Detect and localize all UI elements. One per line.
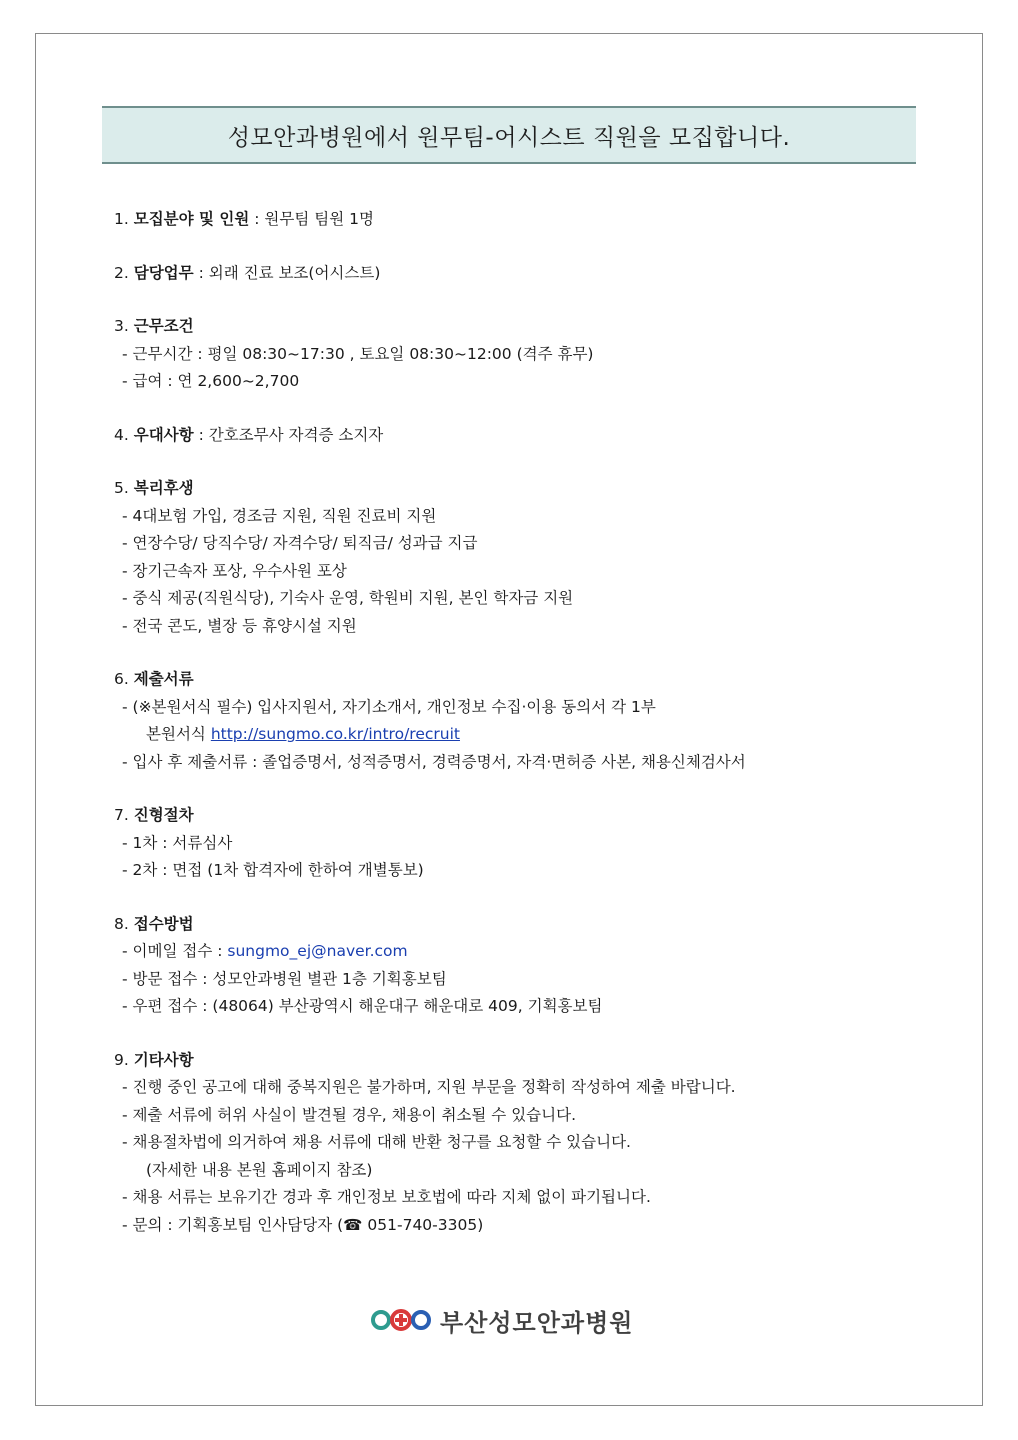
section-heading: 9. 기타사항 xyxy=(114,1050,194,1069)
list-item: - (※본원서식 필수) 입사지원서, 자기소개서, 개인정보 수집·이용 동의서 각 1부 xyxy=(122,697,656,716)
section-heading: 7. 진형절차 xyxy=(114,806,194,824)
list-item: - 진행 중인 공고에 대해 중복지원은 불가하며, 지원 부문을 정확히 작성하여 제출 바랍니다. xyxy=(122,1078,736,1096)
list-item: - 우편 접수 : (48064) 부산광역시 해운대구 해운대로 409, 기획홍보팀 xyxy=(122,997,603,1015)
section-heading: 1. 모집분야 및 인원 : 원무팀 팀원 1명 xyxy=(114,210,374,228)
list-item: - 전국 콘도, 별장 등 휴양시설 지원 xyxy=(122,616,357,635)
hospital-logo-icon xyxy=(370,1308,432,1332)
list-item: (자세한 내용 본원 홈페이지 참조) xyxy=(146,1160,373,1179)
list-item: - 급여 : 연 2,600~2,700 xyxy=(122,372,300,390)
list-item: - 제출 서류에 허위 사실이 발견될 경우, 채용이 취소될 수 있습니다. xyxy=(122,1105,577,1124)
section-conditions xyxy=(114,313,914,396)
section-duties xyxy=(114,260,914,288)
hospital-logo xyxy=(370,1300,633,1340)
section-apply xyxy=(114,911,914,1021)
list-item: - 중식 제공(직원식당), 기숙사 운영, 학원비 지원, 본인 학자금 지원 xyxy=(122,589,574,607)
list-item: - 연장수당/ 당직수당/ 자격수당/ 퇴직금/ 성과급 지급 xyxy=(122,534,478,552)
section-heading: 6. 제출서류 xyxy=(114,670,194,688)
recruit-form-link[interactable]: http://sungmo.co.kr/intro/recruit xyxy=(210,725,460,743)
section-heading: 5. 복리후생 xyxy=(114,479,194,497)
section-benefits xyxy=(114,475,914,640)
list-item: - 4대보험 가입, 경조금 지원, 직원 진료비 지원 xyxy=(122,506,437,525)
page-title: 성모안과병원에서 원무팀-어시스트 직원을 모집합니다. xyxy=(227,124,791,151)
list-item: - 근무시간 : 평일 08:30~17:30 , 토요일 08:30~12:00 (격주 휴무) xyxy=(122,344,594,363)
list-item: - 2차 : 면접 (1차 합격자에 한하여 개별통보) xyxy=(122,861,424,879)
list-item: - 장기근속자 포상, 우수사원 포상 xyxy=(122,561,347,580)
email-apply-line: - 이메일 접수 : sungmo_ej@naver.com xyxy=(122,942,408,960)
section-heading: 4. 우대사항 : 간호조무사 자격증 소지자 xyxy=(114,425,384,444)
list-item: - 문의 : 기획홍보팀 인사담당자 (☎ 051-740-3305) xyxy=(122,1215,484,1234)
job-posting-content xyxy=(114,206,914,1265)
section-preference xyxy=(114,422,914,450)
list-item: - 1차 : 서류심사 xyxy=(122,833,233,852)
list-item: - 채용 서류는 보유기간 경과 후 개인정보 보호법에 따라 지체 없이 파기됩니다. xyxy=(122,1188,651,1206)
section-recruitment xyxy=(114,206,914,234)
section-process xyxy=(114,802,914,885)
form-link-line: 본원서식 http://sungmo.co.kr/intro/recruit xyxy=(146,725,460,743)
list-item: - 입사 후 제출서류 : 졸업증명서, 성적증명서, 경력증명서, 자격·면허증 사본, 채용신체검사서 xyxy=(122,752,746,771)
hospital-name: 부산성모안과병원 xyxy=(440,1308,634,1337)
section-heading: 3. 근무조건 xyxy=(114,317,194,335)
title-banner xyxy=(102,106,916,164)
section-heading: 2. 담당업무 : 외래 진료 보조(어시스트) xyxy=(114,263,381,282)
email-link[interactable]: sungmo_ej@naver.com xyxy=(227,942,408,960)
section-misc xyxy=(114,1047,914,1240)
section-heading: 8. 접수방법 xyxy=(114,914,194,933)
list-item: - 채용절차법에 의거하여 채용 서류에 대해 반환 청구를 요청할 수 있습니다. xyxy=(122,1133,631,1151)
section-documents xyxy=(114,666,914,776)
list-item: - 방문 접수 : 성모안과병원 별관 1층 기획홍보팀 xyxy=(122,969,447,988)
